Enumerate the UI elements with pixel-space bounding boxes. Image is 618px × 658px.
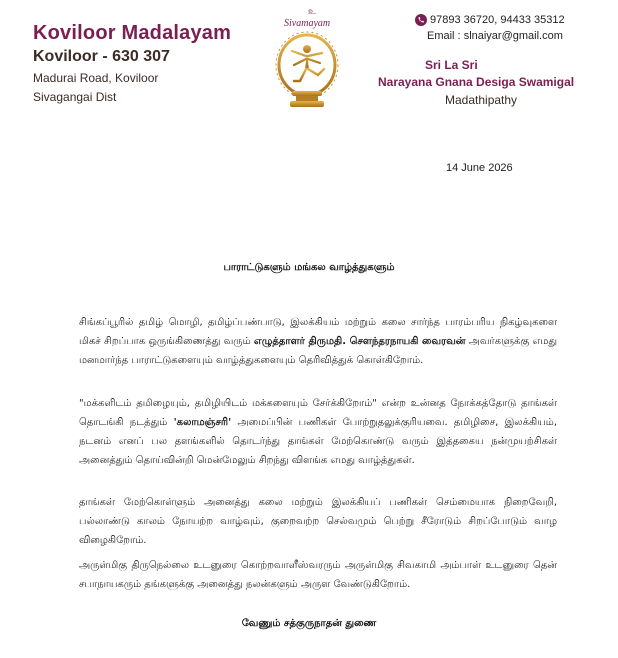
email-row (427, 30, 563, 42)
phone-numbers: 97893 36720, 94433 35312 (430, 14, 565, 26)
paragraph-2-text-c: அமைப்பின் பணிகள் போற்றுதலுக்குரியவை. தமிழிசை, இலக்கியம், நடனம் எனப் பல தளங்களில் தொடர்ந்து தாங்கள் மேற்கொண்டு வரும் இத்தகைய நன்முயற்சிகள் அனைத்தும் தொய்வின்றி மென்மேலும் சிறந்து விளங்க எமது வாழ்த்துகள். (79, 417, 558, 466)
email-label: Email : (427, 30, 464, 42)
letter-date: 14 June 2026 (446, 162, 513, 174)
address-line-2: Sivagangai Dist (33, 90, 117, 104)
org-pincode: Koviloor - 630 307 (33, 48, 170, 65)
paragraph-2 (79, 394, 557, 470)
recipient-name: எழுத்தாளர் திருமதி. சௌந்தரநாயகி வைரவன் (253, 336, 466, 347)
logo-caption: Sivamayam (284, 18, 331, 29)
paragraph-2-text-a: "மக்களிடம் தமிழையும், தமிழியிடம் மக்களையும் சேர்க்கிறோம்" என்ற உன்னத நோக்கத்தோடு தாங்கள் தொடங்கி நடத்தும் (79, 398, 557, 428)
address-line-1: Madurai Road, Koviloor (33, 71, 159, 85)
paragraph-3: தாங்கள் மேற்கொள்ளும் அனைத்து கலை மற்றும் இலக்கியப் பணிகள் செம்மையாக நிறைவேறி, பல்லாண்டு காலம் நோயற்ற வாழ்வும், குறைவற்ற செல்வமும் பெற்று சீரோடும் சிறப்போடும் வாழ விழைகிறோம். (79, 497, 557, 546)
closing-blessing: வேணும் சத்குருநாதன் துணை (241, 618, 377, 629)
phone-icon (415, 14, 427, 26)
email-address[interactable]: slnaiyar@gmail.com (463, 30, 563, 42)
sender-title-1: Sri La Sri (425, 58, 478, 72)
letter-subject: பாராட்டுகளும் மங்கல வாழ்த்துகளும் (223, 262, 395, 273)
pillaiyar-suzhi-symbol: உ (308, 7, 317, 17)
sender-title-3: Madathipathy (445, 93, 518, 107)
paragraph-1-text-a: சிங்கப்பூரில் தமிழ் மொழி, தமிழ்ப்பண்பாடு, இலக்கியம் மற்றும் கலை சார்ந்த பாரம்பரிய நிகழ்வுகளை மிகச் சிறப்பாக ஒருங்கிணைத்து வரும் (79, 317, 557, 347)
paragraph-4: அருள்மிகு திருநெல்லை உடனுரை கொற்றவாளீஸ்வரரும் அருள்மிகு சிவகாமி அம்பாள் உடனுரை தென் சபாநாயகரும் தங்களுக்கு அனைத்து நலன்களும் அருள வேண்டுகிறோம். (79, 560, 557, 590)
nataraja-emblem-icon (270, 29, 344, 111)
sender-title-2: Narayana Gnana Desiga Swamigal (378, 75, 575, 89)
organization-name: 'கலாமஞ்சரி' (173, 417, 232, 428)
phone-row (415, 14, 565, 26)
paragraph-1-text-c: அவர்களுக்கு எமது மனமார்ந்த பாராட்டுகளையும் வாழ்த்துகளையும் தெரிவித்துக் கொள்கிறோம். (79, 336, 558, 366)
org-name: Koviloor Madalayam (33, 22, 232, 44)
paragraph-1 (79, 313, 557, 370)
